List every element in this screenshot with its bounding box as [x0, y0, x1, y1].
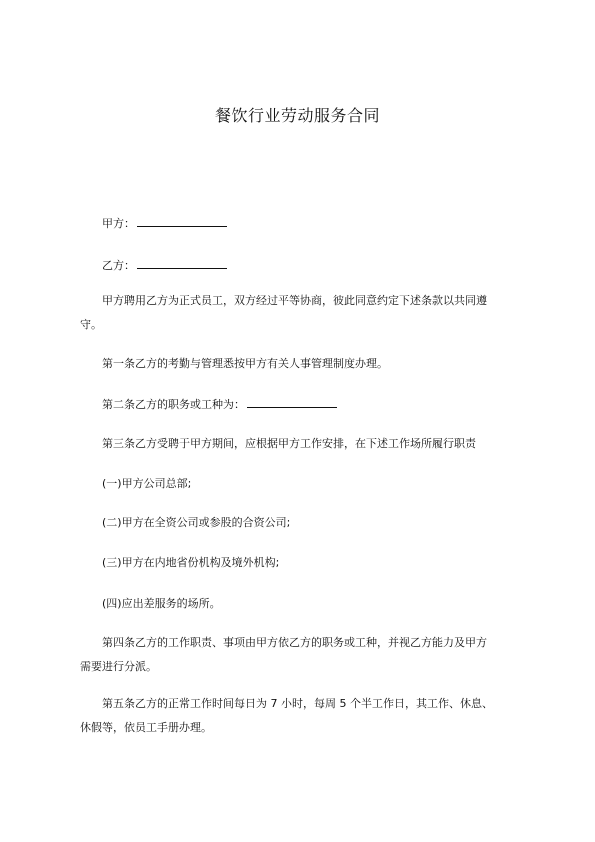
- intro-line-2: 守。: [80, 318, 102, 331]
- intro-paragraph: [80, 289, 520, 337]
- clause-5: [80, 692, 520, 740]
- intro-line-1: 甲方聘用乙方为正式员工，双方经过平等协商，彼此同意约定下述条款以共同遵: [102, 294, 487, 307]
- document-title: 餐饮行业劳动服务合同: [214, 106, 380, 125]
- clause-1: 第一条乙方的考勤与管理悉按甲方有关人事管理制度办理。: [102, 357, 388, 370]
- list-item-1: (一)甲方公司总部;: [102, 477, 192, 490]
- party-b-line: [80, 254, 542, 278]
- clause-2-line: [80, 393, 542, 417]
- list-item-3: (三)甲方在内地省份机构及境外机构;: [102, 556, 280, 569]
- party-b-label: 乙方：: [102, 259, 135, 272]
- clause-5-line-1: 第五条乙方的正常工作时间每日为 7 小时，每周 5 个半工作日，其工作、休息、: [102, 697, 493, 710]
- clause-4-line-1: 第四条乙方的工作职责、事项由甲方依乙方的职务或工种，并视乙方能力及甲方: [102, 636, 487, 649]
- party-a-blank: [137, 215, 227, 227]
- clause-2-blank: [247, 396, 337, 408]
- list-item-2: (二)甲方在全资公司或参股的合资公司;: [102, 516, 291, 529]
- clause-4: [80, 631, 520, 679]
- clause-4-line-2: 需要进行分派。: [80, 660, 157, 673]
- clause-3: 第三条乙方受聘于甲方期间，应根据甲方工作安排，在下述工作场所履行职责: [102, 437, 476, 450]
- party-a-label: 甲方：: [102, 217, 135, 230]
- party-b-blank: [137, 257, 227, 269]
- clause-2-label: 第二条乙方的职务或工种为：: [102, 398, 245, 411]
- clause-5-line-2: 休假等，依员工手册办理。: [80, 721, 212, 734]
- list-item-4: (四)应出差服务的场所。: [102, 597, 221, 610]
- party-a-line: [80, 212, 542, 236]
